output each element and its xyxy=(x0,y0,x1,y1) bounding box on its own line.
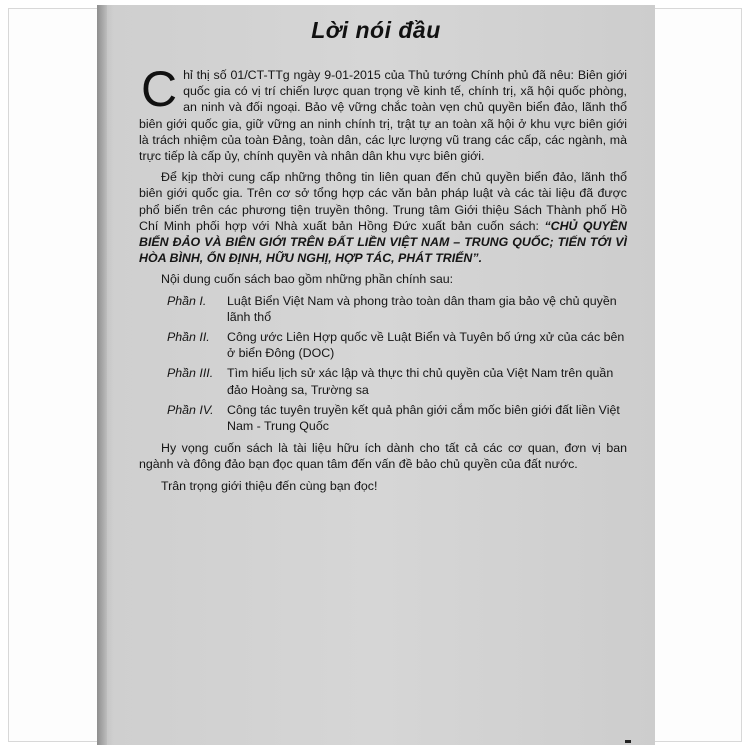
sign-off: Trân trọng giới thiệu đến cùng bạn đọc! xyxy=(161,478,378,493)
intro-paragraph xyxy=(139,61,627,164)
part-label: Phần I. xyxy=(167,293,207,308)
part-label: Phần III. xyxy=(167,366,214,381)
contents-intro: Nội dung cuốn sách bao gồm những phần chính sau: xyxy=(161,272,454,287)
book-page xyxy=(97,5,655,745)
part-text: Công tác tuyên truyền kết quả phân giới cắm mốc biên giới đất liền Việt Nam - Trung Quốc xyxy=(227,402,620,434)
list-item xyxy=(139,365,627,397)
part-text: Công ước Liên Hợp quốc về Luật Biển và Tuyên bố ứng xử của các bên ở biển Đông (DOC) xyxy=(227,330,625,361)
parts-list xyxy=(139,293,627,435)
page-title: Lời nói đầu xyxy=(311,17,441,43)
book-spine-shadow xyxy=(97,5,107,745)
book-title-quote: “CHỦ QUYỀN BIỂN ĐẢO VÀ BIÊN GIỚI TRÊN ĐẤT LIỀN VIỆT NAM – TRUNG QUỐC; TIẾN TỚI VÌ HÒA BÌNH, ỔN ĐỊNH, HỮU NGHỊ, HỢP TÁC, PHÁT TRIỂN”. xyxy=(139,218,627,266)
closing-paragraph: Hy vọng cuốn sách là tài liệu hữu ích dành cho tất cả các cơ quan, đơn vị ban ngành và đông đảo bạn đọc quan tâm đến vấn đề bảo chủ quyền của đất nước. xyxy=(139,441,627,472)
page-body xyxy=(139,61,627,499)
part-text: Luật Biển Việt Nam và phong trào toàn dân tham gia bảo vệ chủ quyền lãnh thổ xyxy=(227,293,617,324)
page-corner-mark xyxy=(625,740,631,743)
part-text: Tìm hiểu lịch sử xác lập và thực thi chủ quyền của Việt Nam trên quần đảo Hoàng sa, Trường sa xyxy=(227,366,614,397)
purpose-paragraph xyxy=(139,169,627,266)
list-item xyxy=(139,329,627,361)
list-item xyxy=(139,293,627,325)
purpose-paragraph-text: Để kịp thời cung cấp những thông tin liên quan đến chủ quyền biển đảo, lãnh thổ biên giới quốc gia. Trên cơ sở tổng hợp các văn bản pháp luật và các tài liệu đã được phổ biến trên các phương tiện truyền thông. Trung tâm Giới thiệu Sách Thành phố Hồ Chí Minh phối hợp với Nhà xuất bản Hồng Đức xuất bản cuốn sách: xyxy=(139,170,627,233)
drop-cap: C xyxy=(141,61,178,117)
intro-paragraph-text: hỉ thị số 01/CT-TTg ngày 9-01-2015 của Thủ tướng Chính phủ đã nêu: Biên giới quốc gia có vị trí chiến lược quan trọng về kinh tế, chính trị, xã hội quốc phòng, an ninh và đối ngoại. Bảo vệ vững chắc toàn vẹn chủ quyền biển đảo, lãnh thổ biên giới quốc gia, giữ vững an ninh chính trị, trật tự an toàn xã hội ở khu vực biên giới là trách nhiệm của toàn Đảng, toàn dân, các lực lượng vũ trang các cấp, các ngành, mà trực tiếp là cấp ủy, chính quyền và nhân dân khu vực biên giới. xyxy=(139,68,627,164)
list-item xyxy=(139,402,627,434)
part-label: Phần II. xyxy=(167,330,210,345)
part-label: Phần IV. xyxy=(167,402,214,417)
